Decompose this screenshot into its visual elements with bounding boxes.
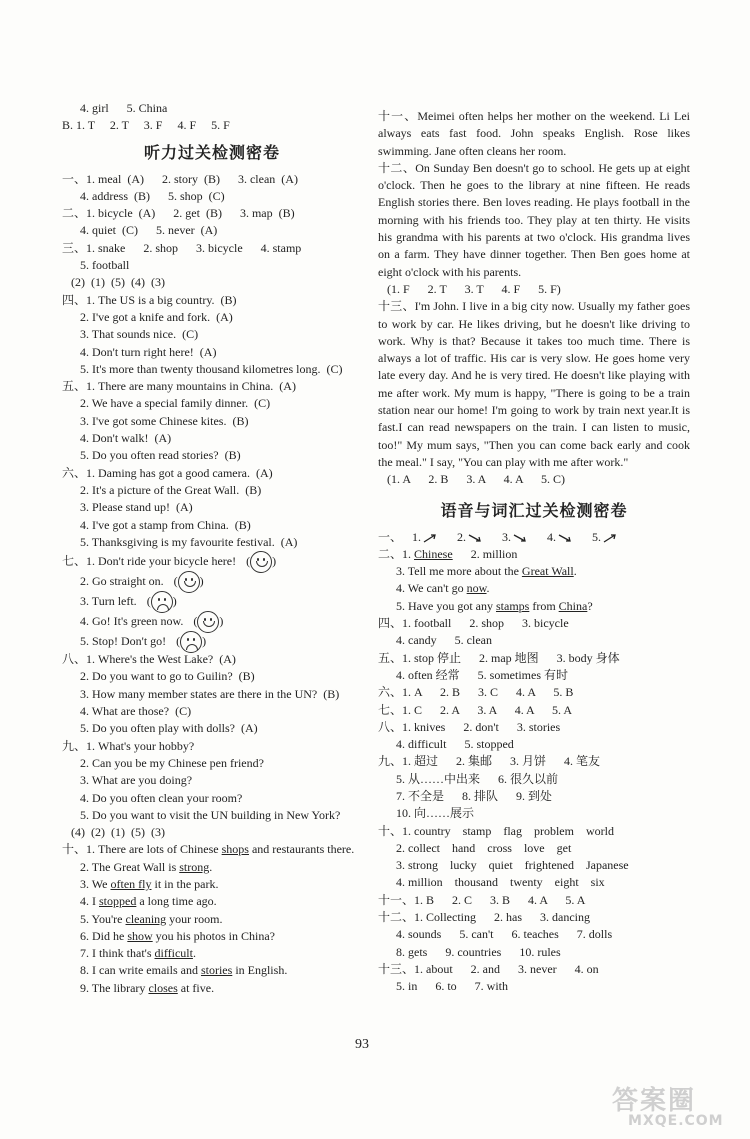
sentence-text: 5. Have you got any: [378, 598, 496, 613]
underlined-answer: closes: [148, 980, 178, 995]
q7-text: 2. Go straight on.: [62, 574, 164, 589]
paren: (: [193, 614, 198, 629]
answer-line: 九、1. 超过 2. 集邮 3. 月饼 4. 笔友: [378, 754, 601, 769]
falling-arrow-icon: [558, 533, 572, 543]
sentence-text: your room.: [166, 911, 223, 926]
vocab-answers: [378, 615, 690, 996]
answer-line: 3. I've got some Chinese kites. (B): [62, 413, 249, 428]
answer-line: 5. Do you often read stories? (B): [62, 448, 241, 463]
answer-line: 5. in 6. to 7. with: [378, 979, 509, 994]
sad-face-icon: [180, 631, 202, 653]
listening-answers: [62, 171, 362, 552]
tone-number: 5.: [592, 529, 602, 544]
q2-line: [378, 580, 690, 597]
answer-line: 4. Don't walk! (A): [62, 431, 172, 446]
answer-line: 六、1. Daming has got a good camera. (A): [62, 465, 273, 480]
section-title-listening: 听力过关检测密卷: [143, 142, 280, 162]
paren: (: [173, 574, 178, 589]
rising-arrow-icon: [603, 533, 617, 543]
q2-line: [378, 598, 690, 615]
q13-answers: (1. A 2. B 3. A 4. A 5. C): [378, 472, 566, 487]
answer-line: 4. quiet (C) 5. never (A): [62, 223, 218, 238]
q7-text: 3. Turn left.: [62, 594, 137, 609]
q7-line: [62, 631, 362, 651]
answer-line: 3. What are you doing?: [62, 773, 193, 788]
q2-line: [378, 563, 690, 580]
answer-line: 4. candy 5. clean: [378, 633, 492, 648]
q10-line: [62, 893, 362, 910]
q7-answers: [62, 551, 362, 651]
q13-paragraph: 十三、I'm John. I live in a big city now. Usually my father goes to work by car. He likes driving, but he doesn't like driving to work. Why is that? Because it takes too much time. There is always a lot of traffic. His car is very slow. He goes home very late every day. And he is very tired. He doesn't like playing with me after work. My mum is happy, "There is going to be a train station near our home! I'm going to work by train next year.It is fast.I can read newspapers on the train. I can listen to music, too!" My mum says, "Then you can come back early and cook the meal." I say, "You can play with me after work.": [378, 299, 690, 469]
smiley-face-icon: [250, 551, 272, 573]
answer-line: 四、1. The US is a big country. (B): [62, 292, 237, 307]
underlined-answer: difficult: [154, 946, 193, 961]
answer-line: 3. strong lucky quiet frightened Japanese: [378, 858, 629, 873]
rising-arrow-icon: [423, 533, 437, 543]
sentence-text: 二、1.: [378, 546, 415, 561]
answer-line: 2. collect hand cross love get: [378, 840, 572, 855]
q10-line: [62, 928, 362, 945]
answer-line: 八、1. knives 2. don't 3. stories: [378, 719, 561, 734]
answer-line: 五、1. There are many mountains in China. (A): [62, 379, 296, 394]
right-column: [378, 108, 690, 996]
answer-line: 3. Please stand up! (A): [62, 500, 193, 515]
answer-line: 4. I've got a stamp from China. (B): [62, 517, 251, 532]
answer-line: 八、1. Where's the West Lake? (A): [62, 652, 236, 667]
sentence-text: 8. I can write emails and: [62, 963, 201, 978]
sentence-text: it in the park.: [151, 876, 219, 891]
q7-text: 七、1. Don't ride your bicycle here!: [62, 554, 237, 569]
sentence-text: 7. I think that's: [62, 946, 155, 961]
sentence-text: 十、1. There are lots of Chinese: [62, 842, 222, 857]
q10-answers: [62, 841, 362, 997]
sentence-text: 9. The library: [62, 980, 149, 995]
answer-line: 十三、1. about 2. and 3. never 4. on: [378, 961, 599, 976]
q10-line: [62, 876, 362, 893]
q10-line: [62, 911, 362, 928]
page-number: 93: [355, 1037, 369, 1052]
sentence-text: 6. Did he: [62, 928, 128, 943]
answer-line: 4. What are those? (C): [62, 704, 192, 719]
q2-line: [378, 546, 690, 563]
underlined-answer: shops: [221, 842, 249, 857]
q7-line: [62, 611, 362, 631]
sentence-text: 4. We can't go: [378, 581, 467, 596]
answer-line: 2. We have a special family dinner. (C): [62, 396, 271, 411]
answer-line: 8. gets 9. countries 10. rules: [378, 944, 561, 959]
paren: (: [246, 554, 251, 569]
answer-line: 2. Do you want to go to Guilin? (B): [62, 669, 255, 684]
paren: (: [146, 594, 151, 609]
paren: ): [272, 554, 277, 569]
answer-line: 4. million thousand twenty eight six: [378, 875, 605, 890]
sentence-text: and restaurants there.: [248, 842, 355, 857]
falling-arrow-icon: [513, 533, 527, 543]
answer-line: 十一、1. B 2. C 3. B 4. A 5. A: [378, 892, 586, 907]
listening-answers-2: [62, 651, 362, 841]
sentence-text: you his photos in China?: [152, 928, 276, 943]
paren: ): [219, 614, 224, 629]
answer-line: 5. 从……中出来 6. 很久以前: [378, 771, 559, 786]
answer-line: (4) (2) (1) (5) (3): [62, 825, 165, 840]
q12-paragraph: 十二、On Sunday Ben doesn't go to school. He gets up at eight o'clock. Then he goes to the library at nine fifteen. He reads English stories there. Ben loves reading. He plays football in the morning with his friends too. They play at ten thirty. He visits his grandma with his parents at two o'clock. His grandma lives on a farm. They have dinner together. Then Ben goes home at eight o'clock with his parents.: [378, 160, 690, 279]
answer-line: 九、1. What's your hobby?: [62, 738, 195, 753]
smiley-face-icon: [197, 611, 219, 633]
paren: ): [172, 594, 177, 609]
q12-answers: (1. F 2. T 3. T 4. F 5. F): [378, 281, 561, 296]
sentence-text: 3. We: [62, 876, 111, 891]
sentence-text: 2. million: [452, 546, 518, 561]
q7-line: [62, 591, 362, 611]
q10-line: [62, 945, 362, 962]
answer-line: B. 1. T 2. T 3. F 4. F 5. F: [62, 118, 230, 133]
answer-line: 四、1. football 2. shop 3. bicycle: [378, 616, 569, 631]
answer-line: 六、1. A 2. B 3. C 4. A 5. B: [378, 685, 574, 700]
sentence-text: 3. Tell me more about the: [378, 564, 522, 579]
answer-line: 4. Don't turn right here! (A): [62, 344, 217, 359]
sad-face-icon: [151, 591, 173, 613]
underlined-answer: show: [127, 928, 153, 943]
underlined-answer: cleaning: [125, 911, 167, 926]
q10-line: [62, 859, 362, 876]
left-column: [62, 100, 362, 997]
answer-line: 5. Do you want to visit the UN building in New York?: [62, 807, 341, 822]
answer-line: 5. Thanksgiving is my favourite festival. (A): [62, 534, 298, 549]
underlined-answer: stories: [200, 963, 233, 978]
answer-line: 7. 不全是 8. 排队 9. 到处: [378, 788, 553, 803]
q10-line: [62, 962, 362, 979]
sentence-text: .: [486, 581, 490, 596]
answer-line: 10. 向……展示: [378, 806, 475, 821]
sentence-text: a long time ago.: [136, 894, 217, 909]
sentence-text: 5. You're: [62, 911, 126, 926]
answer-line: 5. football: [62, 258, 130, 273]
underlined-answer: stopped: [99, 894, 137, 909]
answer-line: 4. often 经常 5. sometimes 有时: [378, 667, 568, 682]
paren: ): [199, 574, 204, 589]
answer-line: 二、1. bicycle (A) 2. get (B) 3. map (B): [62, 206, 295, 221]
section-title-phonetics: 语音与词汇过关检测密卷: [440, 500, 628, 520]
answer-line: 4. address (B) 5. shop (C): [62, 188, 225, 203]
underlined-answer: now: [466, 581, 487, 596]
underlined-answer: often fly: [110, 876, 152, 891]
answer-line: 4. sounds 5. can't 6. teaches 7. dolls: [378, 927, 613, 942]
answer-line: 2. I've got a knife and fork. (A): [62, 309, 233, 324]
sentence-text: at five.: [177, 980, 215, 995]
paren: ): [202, 634, 207, 649]
falling-arrow-icon: [468, 533, 482, 543]
answer-line: 5. Do you often play with dolls? (A): [62, 721, 258, 736]
answer-line: 三、1. snake 2. shop 3. bicycle 4. stamp: [62, 240, 302, 255]
underlined-answer: strong: [179, 859, 210, 874]
sentence-text: from: [529, 598, 559, 613]
question-number: 一、: [378, 529, 403, 544]
sentence-text: .: [192, 946, 196, 961]
answer-line: 2. It's a picture of the Great Wall. (B): [62, 482, 262, 497]
answer-line: 4. girl 5. China: [62, 101, 168, 115]
answer-line: 3. That sounds nice. (C): [62, 327, 199, 342]
q10-line: [62, 980, 362, 997]
answer-line: 5. It's more than twenty thousand kilometres long. (C): [62, 361, 343, 376]
answer-line: 七、1. C 2. A 3. A 4. A 5. A: [378, 702, 573, 717]
sentence-text: .: [209, 859, 213, 874]
tone-number: 4.: [547, 529, 557, 544]
tone-number: 3.: [502, 529, 512, 544]
q2-answers: [378, 546, 690, 615]
answer-line: 十二、1. Collecting 2. has 3. dancing: [378, 910, 590, 925]
underlined-answer: stamps: [495, 598, 530, 613]
q10-line: [62, 841, 362, 858]
sentence-text: ?: [587, 598, 593, 613]
answer-line: 4. Do you often clean your room?: [62, 790, 243, 805]
answer-line: 五、1. stop 停止 2. map 地图 3. body 身体: [378, 650, 620, 665]
q7-line: [62, 551, 362, 571]
sentence-text: in English.: [232, 963, 288, 978]
q11-paragraph: 十一、Meimei often helps her mother on the weekend. Li Lei always eats fast food. John speaks English. Rose likes swimming. Jane often cleans her room.: [378, 109, 690, 158]
answer-line: 4. difficult 5. stopped: [378, 737, 514, 752]
answer-line: 一、1. meal (A) 2. story (B) 3. clean (A): [62, 171, 298, 186]
tone-number: 1.: [412, 529, 422, 544]
underlined-answer: China: [558, 598, 588, 613]
answer-line: (2) (1) (5) (4) (3): [62, 275, 165, 290]
answer-line: 3. How many member states are there in the UN? (B): [62, 686, 340, 701]
answer-line: 2. Can you be my Chinese pen friend?: [62, 755, 264, 770]
q7-text: 4. Go! It's green now.: [62, 614, 184, 629]
underlined-answer: Chinese: [414, 546, 453, 561]
sentence-text: 4. I: [62, 894, 99, 909]
tone-number: 2.: [457, 529, 467, 544]
watermark-logo: 答案圈 MXQE.COM: [612, 1086, 724, 1129]
sentence-text: 2. The Great Wall is: [62, 859, 180, 874]
q7-line: [62, 571, 362, 591]
sentence-text: .: [573, 564, 577, 579]
tone-answers: [378, 529, 690, 546]
answer-line: 十、1. country stamp flag problem world: [378, 823, 614, 838]
q7-text: 5. Stop! Don't go!: [62, 634, 167, 649]
smiley-face-icon: [178, 571, 200, 593]
paren: (: [176, 634, 181, 649]
underlined-answer: Great Wall: [521, 564, 574, 579]
